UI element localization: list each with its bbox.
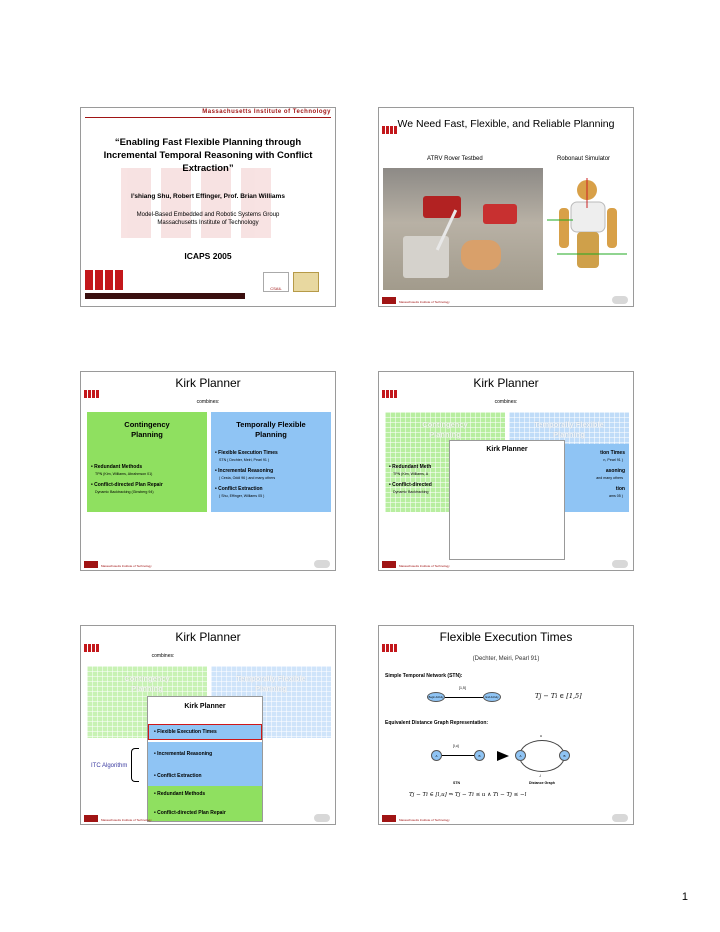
temporal-heading: Temporally Flexible Planning xyxy=(534,420,604,439)
contingency-planning-box xyxy=(87,412,207,512)
contingency-heading: Contingency Planning xyxy=(124,674,170,693)
mers-footer-icon xyxy=(612,814,628,822)
mers-emblem xyxy=(293,272,319,292)
footer-text: Massachusetts Institute of Technology xyxy=(101,818,152,822)
overlay-title: Kirk Planner xyxy=(486,446,528,453)
arrow-icon xyxy=(497,751,509,761)
rover-label: ATRV Rover Testbed xyxy=(427,156,483,162)
item-note: Dynamic Backtracking (Ginsberg 94) xyxy=(95,490,154,494)
stn-node-b: B xyxy=(474,750,485,761)
row-incremental: • Incremental Reasoning xyxy=(154,751,213,757)
panel-title: Kirk Planner xyxy=(184,703,226,710)
item-note: Dynamic Backtracking xyxy=(393,490,429,494)
page-number: 1 xyxy=(681,891,688,903)
robonaut-render xyxy=(547,168,631,290)
mers-small-logo xyxy=(382,644,398,652)
rover-red xyxy=(423,196,461,218)
item-note: TPN (Kim, Williams, Abrahmson 01) xyxy=(95,472,153,476)
slide-kirk-planner-2 xyxy=(378,371,634,571)
row-conflict-extraction: • Conflict Extraction xyxy=(154,773,202,779)
stn-caption: STN xyxy=(453,781,460,785)
mit-logo xyxy=(382,815,396,822)
row-redundant: • Redundant Methods xyxy=(154,791,206,797)
dg-interval: [l,u] xyxy=(453,744,459,748)
itc-brace xyxy=(131,748,139,782)
dg-upper: u xyxy=(540,734,542,738)
row-label: Incremental Reasoning xyxy=(157,751,213,757)
slide-title-text: Flexible Execution Times xyxy=(439,630,573,644)
item-label: Redundant Meth xyxy=(392,464,432,470)
footer-text: Massachusetts Institute of Technology xyxy=(101,564,152,568)
item-flexible-times: • Flexible Execution Times xyxy=(215,450,278,456)
item-label: Conflict-directed Plan Repair xyxy=(94,482,163,488)
temporal-heading: Temporally Flexible Planning xyxy=(236,674,306,693)
mers-small-logo xyxy=(382,390,398,398)
mers-footer-icon xyxy=(314,814,330,822)
dg-lower: -l xyxy=(539,774,541,778)
node-begin: Begin Activity xyxy=(427,692,445,702)
mers-watermark-logo xyxy=(121,168,301,238)
slide-title-text: Kirk Planner xyxy=(175,376,241,390)
node-end: End Activity xyxy=(483,692,501,702)
mit-logo xyxy=(382,297,396,304)
group-institute: Massachusetts Institute of Technology xyxy=(157,220,259,226)
item-incremental: • Incremental Reasoning xyxy=(215,468,274,474)
slide-kirk-planner-3 xyxy=(80,625,336,825)
item-note: n, Pearl 91 ) xyxy=(603,458,623,462)
item-conflict-extraction: tion xyxy=(615,486,625,492)
row-flexible-times: • Flexible Execution Times xyxy=(148,724,262,740)
kirk-planner-overlay xyxy=(449,440,565,560)
slide-flexible-execution xyxy=(378,625,634,825)
stn-edge xyxy=(445,697,483,698)
item-note: ams 05 ) xyxy=(609,494,623,498)
mers-footer-icon xyxy=(314,560,330,568)
temporal-planning-box xyxy=(211,412,331,512)
item-label: Redundant Methods xyxy=(94,464,143,470)
item-conflict-repair: • Conflict-directed Plan Repair xyxy=(91,482,163,488)
contingency-heading: Contingency Planning xyxy=(124,420,170,439)
slide-footer xyxy=(382,560,632,568)
item-note: and many others xyxy=(596,476,623,480)
itc-algorithm-label: ITC Algorithm xyxy=(91,763,128,769)
slide-need-planning xyxy=(378,107,634,307)
combines-label: combines: xyxy=(494,399,518,405)
rover-red-2 xyxy=(483,204,517,224)
item-note: TPN (Kim, Williams, A xyxy=(393,472,429,476)
slide-footer xyxy=(382,296,632,304)
slide-footer xyxy=(382,814,632,822)
header-rule xyxy=(85,117,331,118)
item-conflict-repair: • Conflict-directed xyxy=(389,482,432,488)
item-flexible-times: tion Times xyxy=(600,450,625,456)
row-label: Flexible Execution Times xyxy=(157,729,217,735)
mers-small-logo xyxy=(84,390,100,398)
item-label: Incremental Reasoning xyxy=(218,468,274,474)
combines-label: combines: xyxy=(196,399,220,405)
presentation-title: “Enabling Fast Flexible Planning through Incremental Temporal Reasoning with Conflict Extraction” xyxy=(103,137,313,174)
item-label: Flexible Execution Times xyxy=(218,450,278,456)
row-label: Conflict Extraction xyxy=(157,773,202,779)
mers-footer-icon xyxy=(612,296,628,304)
row-label: Redundant Methods xyxy=(157,791,206,797)
stn-node-a: A xyxy=(431,750,442,761)
slide-title xyxy=(80,107,336,307)
item-redundant-methods: • Redundant Meth xyxy=(389,464,432,470)
authors: I’shiang Shu, Robert Effinger, Prof. Brian Williams xyxy=(131,193,285,200)
kirk-planner-panel xyxy=(147,696,263,822)
conference: ICAPS 2005 xyxy=(184,251,232,261)
slide-title-text: We Need Fast, Flexible, and Reliable Planning xyxy=(397,118,615,130)
mers-small-logo xyxy=(84,644,100,652)
dg-caption: Distance Graph xyxy=(529,781,555,785)
dg-node-a: A xyxy=(515,750,526,761)
group-name: Model-Based Embedded and Robotic Systems Group xyxy=(136,212,280,218)
mers-logo xyxy=(85,270,125,290)
row-plan-repair: • Conflict-directed Plan Repair xyxy=(154,810,226,816)
institute-header: Massachusetts Institute of Technology xyxy=(202,109,331,115)
research-group xyxy=(81,211,335,227)
mers-footer-icon xyxy=(612,560,628,568)
item-incremental: asoning xyxy=(605,468,625,474)
csail-logo: CSAIL xyxy=(263,272,289,292)
rock xyxy=(461,240,501,270)
contingency-heading: Contingency Planning xyxy=(422,420,468,439)
footer-text: Massachusetts Institute of Technology xyxy=(399,818,450,822)
robonaut-label: Robonaut Simulator xyxy=(557,156,611,162)
dg-heading: Equivalent Distance Graph Representation: xyxy=(385,720,489,726)
dg-formula: Tj − Ti ∈ [l,u] ⇒ Tj − Ti ≤ u ∧ Ti − Tj ≤ −l xyxy=(409,792,527,798)
temporal-heading: Temporally Flexible Planning xyxy=(236,420,306,439)
item-note: STN ( Dechter, Meiri, Pearl 91 ) xyxy=(219,458,270,462)
rover-photo xyxy=(383,168,543,290)
item-label: Conflict-directed xyxy=(392,482,432,488)
mers-banner xyxy=(85,293,245,299)
combines-label: combines: xyxy=(151,653,175,659)
item-conflict-extraction: • Conflict Extraction xyxy=(215,486,263,492)
slide-kirk-planner-1 xyxy=(80,371,336,571)
slide-footer xyxy=(84,814,334,822)
row-label: Conflict-directed Plan Repair xyxy=(157,810,226,816)
stn-edge-ab xyxy=(442,755,474,756)
item-label: Conflict Extraction xyxy=(218,486,263,492)
slide-title-text: Kirk Planner xyxy=(473,376,539,390)
stn-interval: [1,5] xyxy=(459,686,466,690)
mit-logo xyxy=(84,561,98,568)
footer-text: Massachusetts Institute of Technology xyxy=(399,564,450,568)
item-note: ( Shu, Effinger, Williams 05 ) xyxy=(219,494,265,498)
item-redundant-methods: • Redundant Methods xyxy=(91,464,143,470)
mit-logo xyxy=(382,561,396,568)
slide-footer xyxy=(84,560,334,568)
slide-title-text: Kirk Planner xyxy=(175,630,241,644)
stn-heading: Simple Temporal Network (STN): xyxy=(385,673,463,679)
mit-logo xyxy=(84,815,98,822)
footer-text: Massachusetts Institute of Technology xyxy=(399,300,450,304)
stn-formula: Tj − Ti ∈ [1,5] xyxy=(535,692,582,700)
dg-node-b: B xyxy=(559,750,570,761)
citation: (Dechter, Meiri, Pearl 91) xyxy=(472,656,540,662)
item-note: ( Cesta, Oddi 96 ) and many others xyxy=(219,476,276,480)
